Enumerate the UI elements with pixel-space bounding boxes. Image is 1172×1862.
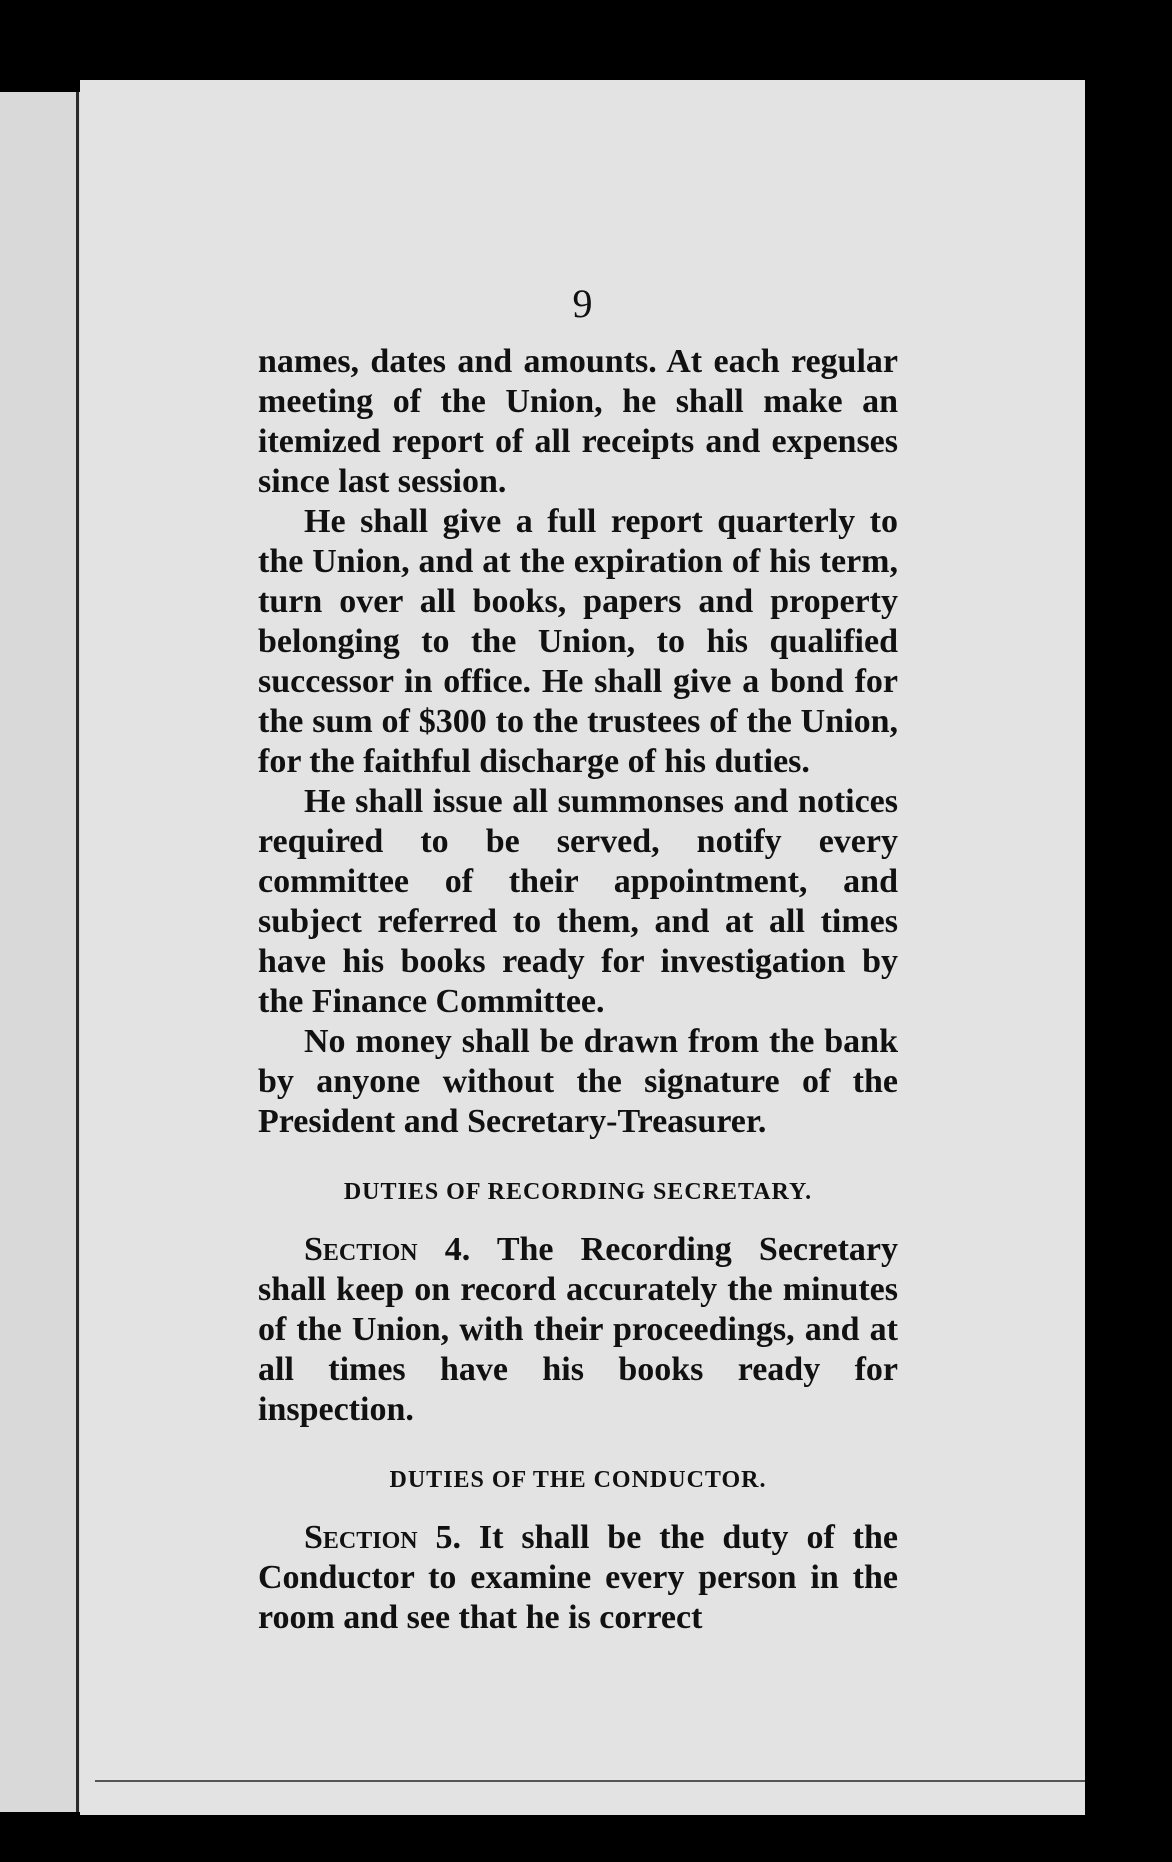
section-heading-conductor: DUTIES OF THE CONDUCTOR. — [389, 1467, 767, 1493]
paragraph-1: names, dates and amounts. At each regular meeting of the Union, he shall make an itemized report of all receipts and expenses since last session. — [258, 343, 898, 500]
section-4-label: Section 4. — [304, 1231, 471, 1268]
book-spine — [76, 92, 79, 1812]
paragraph-4: No money shall be drawn from the bank by anyone without the signature of the President and Secretary-Treasurer. — [258, 1023, 898, 1140]
page-bottom-rule — [95, 1780, 1085, 1782]
section-5-label: Section 5. — [304, 1519, 461, 1556]
section-5-paragraph — [258, 1518, 898, 1638]
section-5-text: It shall be the duty of the Conductor to examine every person in the room and see that he is correct — [258, 1519, 898, 1636]
page-number: 9 — [572, 281, 593, 326]
section-4-text: The Recording Secretary shall keep on record accurately the minutes of the Union, with their proceedings, and at all times have his books ready for inspection. — [258, 1231, 898, 1428]
left-page-edge — [0, 92, 80, 1812]
section-4-paragraph — [258, 1230, 898, 1430]
paragraph-2: He shall give a full report quarterly to the Union, and at the expiration of his term, turn over all books, papers and property belonging to the Union, to his qualified successor in office. He shall give a bond for the sum of $300 to the trustees of the Union, for the faithful discharge of his duties. — [258, 503, 898, 780]
page — [80, 80, 1085, 1815]
paragraph-3: He shall issue all summonses and notices required to be served, notify every committee of their appointment, and subject referred to them, and at all times have his books ready for investigation by the Finance Committee. — [258, 783, 898, 1020]
page-body — [258, 342, 898, 1638]
section-heading-recording-secretary: DUTIES OF RECORDING SECRETARY. — [343, 1179, 813, 1205]
